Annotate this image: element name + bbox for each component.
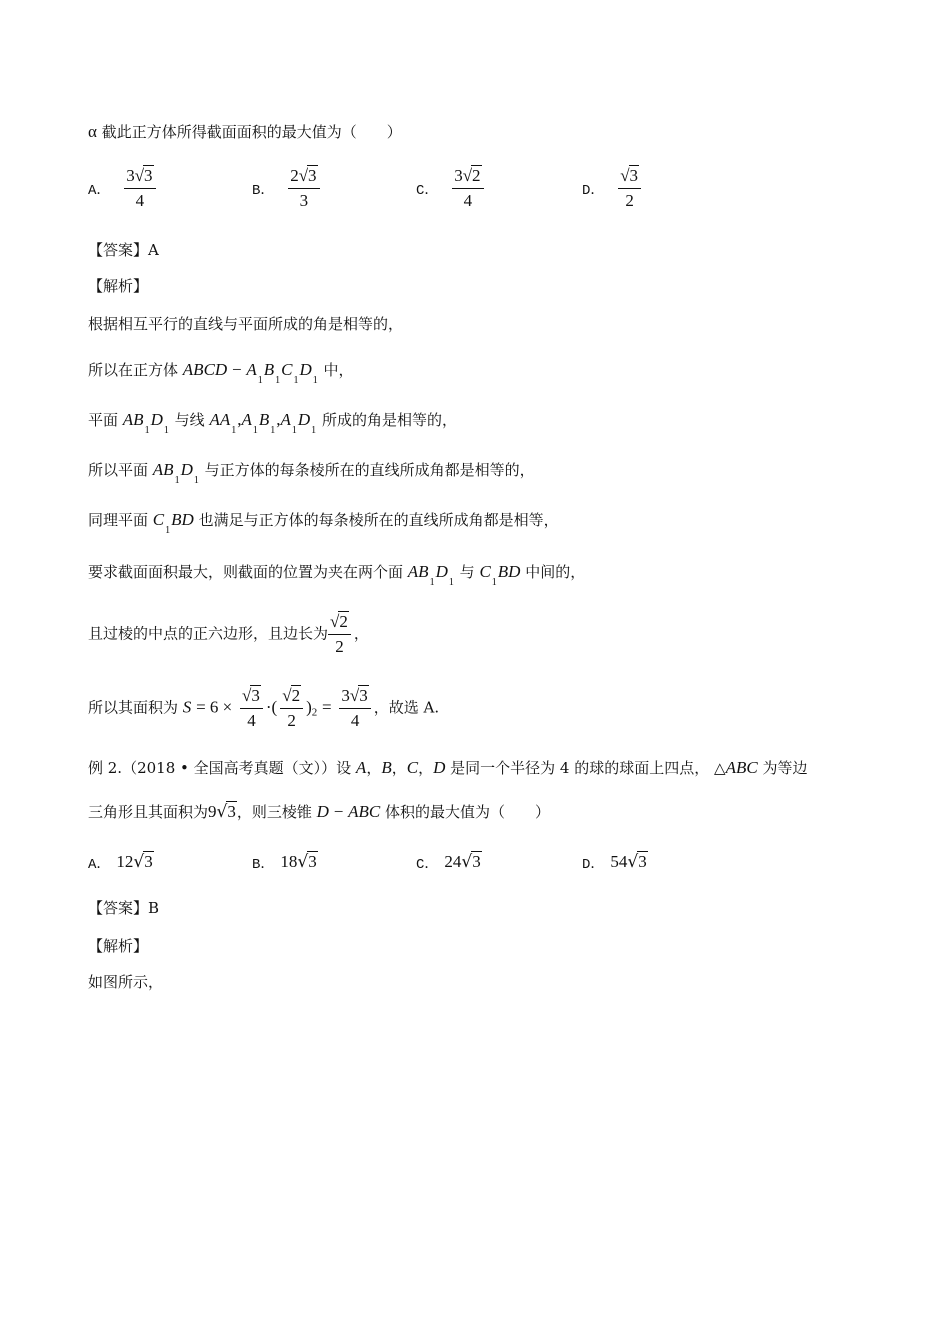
q2-answer: 【答案】B	[88, 899, 160, 917]
q1-analysis-line-6: 要求截面面积最大，则截面的位置为夹在两个面 $AB_1D_1$ 与 $C_1BD$ 中间的，	[88, 562, 586, 588]
q2-option-d: D． 54√3	[582, 852, 647, 873]
q1-answer: 【答案】A	[88, 241, 159, 259]
q1-analysis-line-4: 所以平面 $AB_1D_1$ 与正方体的每条棱所在的直线所成角都是相等的，	[88, 460, 535, 486]
q1-option-d: D． $\frac{√3}{2}$	[582, 166, 644, 211]
triangle-symbol: △	[714, 759, 726, 777]
q1-analysis-line-7: 且过棱的中点的正六边形，且边长为 $\frac{√2}{2}$ ，	[88, 612, 369, 656]
q1-option-b: B． $\frac{2√3}{3}$	[252, 166, 323, 211]
q2-analysis-line-1: 如图所示，	[88, 973, 164, 991]
q2-option-b: B． 18√3	[252, 852, 317, 873]
q1-analysis-title: 【解析】	[88, 277, 149, 295]
q2-stem-line-2: 三角形且其面积为9√3，则三棱锥 D − ABC 体积的最大值为（ ）	[88, 802, 550, 822]
q2-option-a: A． 12√3	[88, 852, 153, 873]
q2-stem-line-1: 例 2.（2018 • 全国高考真题（文））设 A，B，C，D 是同一个半径为 4 的球的球面上四点， △ABC 为等边	[88, 758, 808, 777]
q1-analysis-line-2: 所以在正方体 ABCD − $A_1B_1C_1D_1$ 中，	[88, 360, 354, 386]
q1-option-a: A． $\frac{3√3}{4}$	[88, 166, 159, 211]
q1-option-c: C． $\frac{3√2}{4}$	[416, 166, 487, 211]
q1-analysis-line-1: 根据相互平行的直线与平面所成的角是相等的，	[88, 315, 404, 333]
q2-analysis-title: 【解析】	[88, 937, 149, 955]
q1-analysis-line-8: 所以其面积为 S = 6 × $\frac{√3}{4}$ ·( $\frac{√2}{2}$ )$_2$ = $\frac{3√3}{4}$ ，故选 A.	[88, 686, 440, 730]
q1-stem	[88, 122, 402, 142]
q1-analysis-line-5: 同理平面 $C_1BD$ 也满足与正方体的每条棱所在的直线所成角都是相等，	[88, 510, 559, 536]
q1-stem-text: 截此正方体所得截面面积的最大值为（ ）	[101, 123, 402, 141]
alpha-symbol: α	[88, 122, 97, 141]
q2-option-c: C． 24√3	[416, 852, 481, 873]
q1-analysis-line-3: 平面 $AB_1D_1$ 与线 $AA_1,A_1B_1,A_1D_1$ 所成的角是相等的，	[88, 410, 457, 436]
